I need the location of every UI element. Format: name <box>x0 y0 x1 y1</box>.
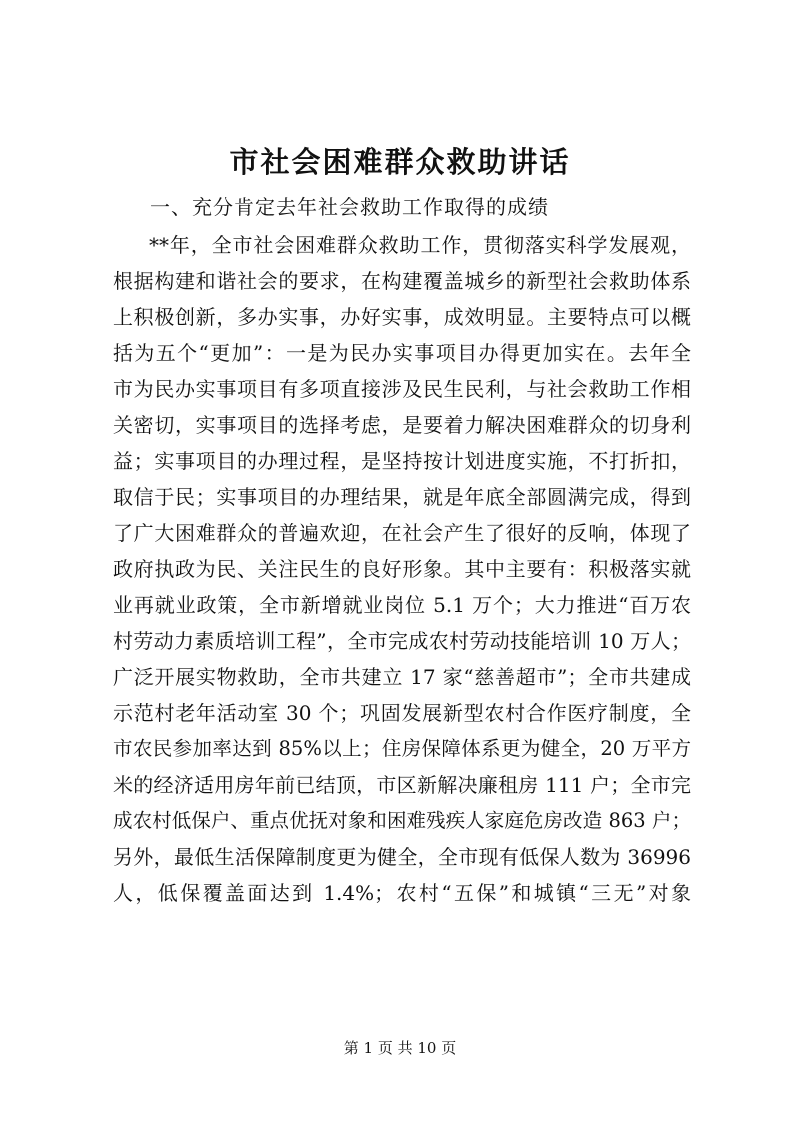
document-title: 市社会困难群众救助讲话 <box>229 145 571 179</box>
body-line: 上积极创新，多办实事，办好实事，成效明显。主要特点可以概 <box>113 305 691 329</box>
body-line: 关密切，实事项目的选择考虑，是要着力解决困难群众的切身利 <box>113 413 691 437</box>
body-line: 市为民办实事项目有多项直接涉及民生民利，与社会救助工作相 <box>113 377 691 401</box>
body-line: 广泛开展实物救助，全市共建立 17 家“慈善超市”；全市共建成 <box>113 665 691 689</box>
body-line: 另外，最低生活保障制度更为健全，全市现有低保人数为 36996 <box>113 845 691 869</box>
body-line: 米的经济适用房年前已结顶，市区新解决廉租房 111 户；全市完 <box>113 773 691 797</box>
body-line: 了广大困难群众的普遍欢迎，在社会产生了很好的反响，体现了 <box>113 521 691 545</box>
body-line: **年，全市社会困难群众救助工作，贯彻落实科学发展观， <box>149 233 691 257</box>
body-line: 括为五个“更加”：一是为民办实事项目办得更加实在。去年全 <box>113 341 691 365</box>
body-line: 益；实事项目的办理过程，是坚持按计划进度实施，不打折扣， <box>113 449 691 473</box>
page-number-footer: 第 1 页 共 10 页 <box>343 1039 457 1057</box>
body-line: 政府执政为民、关注民生的良好形象。其中主要有：积极落实就 <box>113 557 691 581</box>
body-line: 根据构建和谐社会的要求，在构建覆盖城乡的新型社会救助体系 <box>113 269 691 293</box>
body-paragraph <box>113 227 691 911</box>
body-line: 取信于民；实事项目的办理结果，就是年底全部圆满完成，得到 <box>113 485 691 509</box>
body-line: 成农村低保户、重点优抚对象和困难残疾人家庭危房改造 863 户； <box>113 809 691 832</box>
body-line: 示范村老年活动室 30 个；巩固发展新型农村合作医疗制度，全 <box>113 701 691 725</box>
body-line: 村劳动力素质培训工程”，全市完成农村劳动技能培训 10 万人； <box>113 629 691 653</box>
body-line: 业再就业政策，全市新增就业岗位 5.1 万个；大力推进“百万农 <box>113 593 691 617</box>
body-line: 人，低保覆盖面达到 1.4%；农村“五保”和城镇“三无”对象 <box>113 881 691 905</box>
section-heading: 一、充分肯定去年社会救助工作取得的成绩 <box>150 195 549 219</box>
body-line: 市农民参加率达到 85%以上；住房保障体系更为健全，20 万平方 <box>113 737 691 760</box>
